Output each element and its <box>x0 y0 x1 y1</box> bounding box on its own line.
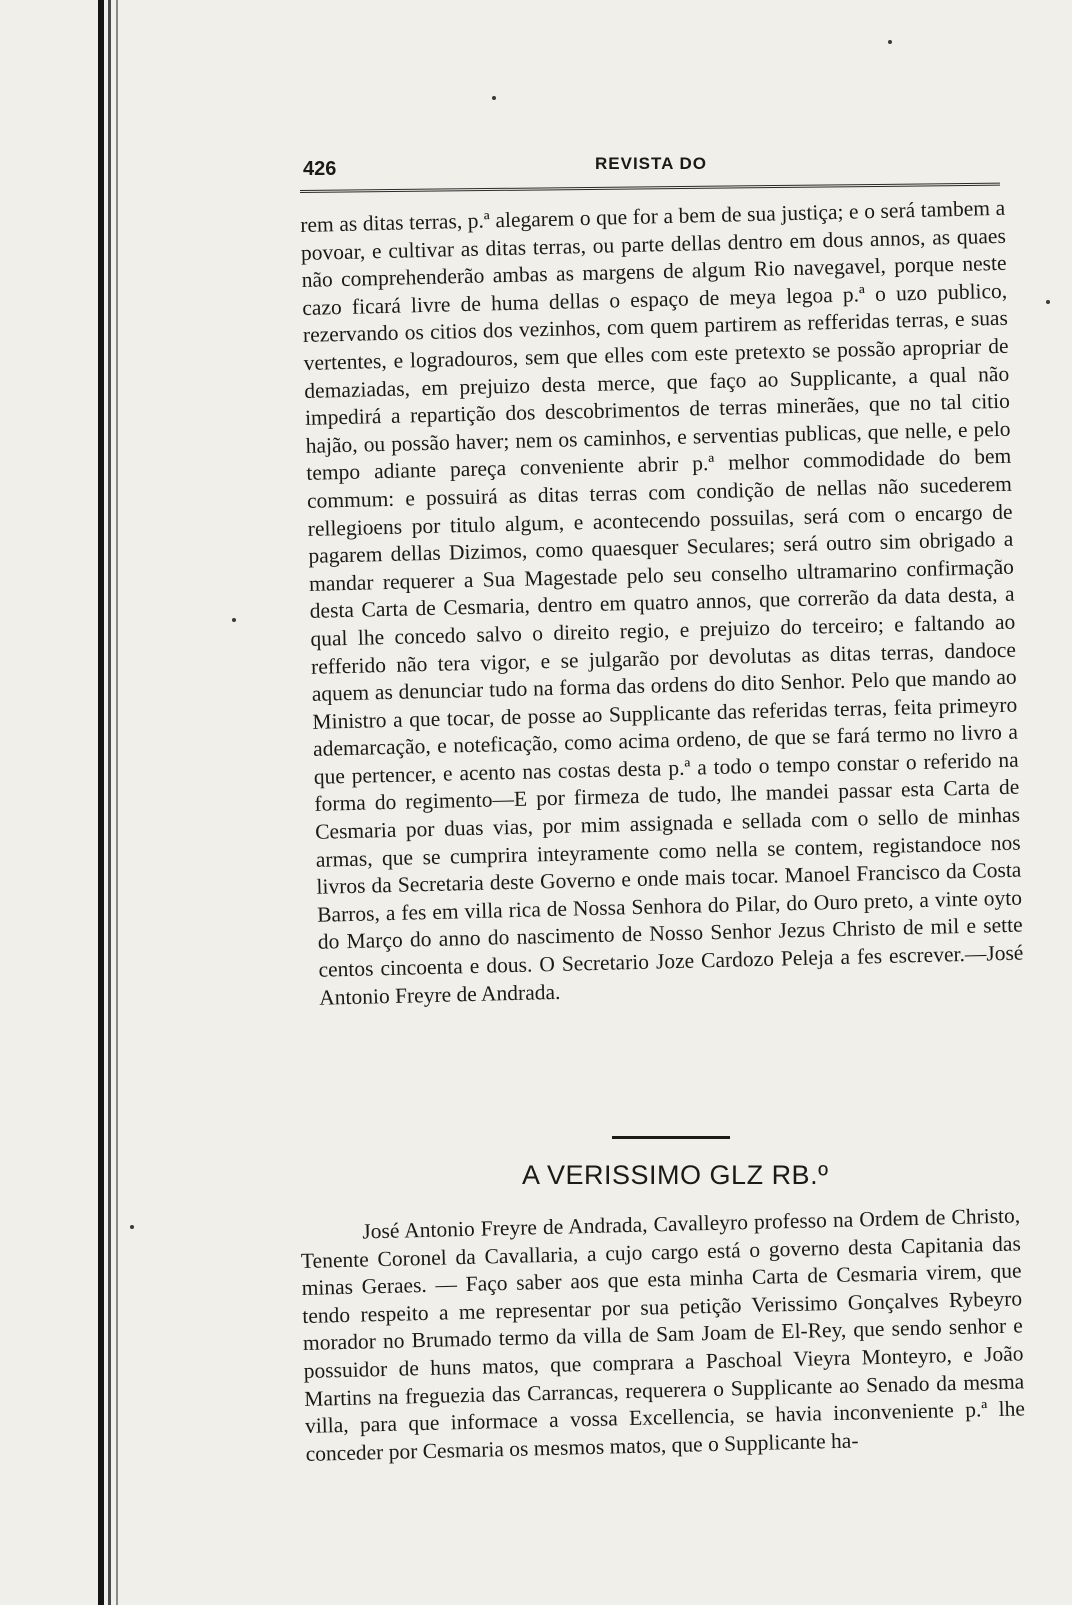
print-speck <box>232 618 236 622</box>
book-gutter <box>0 0 130 1605</box>
page-number: 426 <box>303 158 337 180</box>
gutter-shadow-line <box>108 0 111 1605</box>
print-speck <box>1046 300 1050 304</box>
section-separator <box>612 1136 730 1139</box>
print-speck <box>888 40 892 44</box>
section-text <box>300 1202 1026 1468</box>
running-head <box>300 150 1020 190</box>
body-text <box>300 195 1024 1012</box>
body-paragraph: rem as ditas terras, p.ª alegarem o que for a bem de sua justiça; e o será tambem a povoar, e cultivar as ditas terras, ou parte dellas dentro em dous annos, as quaes não comprehenderão ambas as margens de algum Rio navegavel, porque neste cazo ficará livre de huma dellas o espaço de meya legoa p.ª o uzo publico, rezervando os citios dos vezinhos, com quem partirem as refferidas terras, e suas vertentes, e logradouros, sem que elles com este pretexto se possão apropriar de demaziadas, em prejuizo desta merce, que faço ao Supplicante, a qual não impedirá a repartição dos descobrimentos de terras minerães, que no tal citio hajão, ou possão haver; nem os caminhos, e serventias publicas, que nelle, e pelo tempo adiante pareça conveniente abrir p.ª melhor commodidade do bem commum: e possuirá as ditas terras com condição de nellas não sucederem rellegioens por titulo algum, e acontecendo possuilas, será com o encargo de pagarem dellas Dizimos, como quaesquer Seculares; será outro sim obrigado a mandar requerer a Sua Magestade pelo seu conselho ultramarino confirmação desta Carta de Cesmaria, dentro em quatro annos, que correrão da data desta, a qual lhe concedo salvo o direito regio, e prejuizo do terceiro; e faltando ao refferido não tera vigor, e se julgarão por devolutas as ditas terras, dandoce aquem as denunciar tudo na forma das ordens do dito Senhor. Pelo que mando ao Ministro a que tocar, de posse ao Supplicante das referidas terras, feita primeyro ademarcação, e noteficação, como acima ordeno, de que se fará termo no livro a que pertencer, e acento nas costas desta p.ª a todo o tempo constar o referido na forma do regimento—E por firmeza de tudo, lhe mandei passar esta Carta de Cesmaria por duas vias, por mim assignada e sellada com o sello de minhas armas, que se cumprira inteyramente como nella se contem, registandoce nos livros da Secretaria deste Governo e onde mais tocar. Manoel Francisco da Costa Barros, a fes em villa rica de Nossa Senhora do Pilar, do Ouro preto, a vinte oyto do Março do anno do nascimento de Nosso Senhor Jezus Christo de mil e sette centos cincoenta e dous. O Secretario Joze Cardozo Peleja a fes escrever.—José Antonio Freyre de Andrada. <box>300 195 1024 1010</box>
header-rule <box>300 183 1000 193</box>
print-speck <box>492 96 496 100</box>
gutter-shadow-line <box>116 0 118 1605</box>
journal-title: REVISTA DO <box>595 154 708 173</box>
print-speck <box>130 1225 134 1229</box>
book-page <box>300 150 1026 1466</box>
gutter-shadow-line <box>98 0 104 1605</box>
section-heading: A VERISSIMO GLZ RB.º <box>522 1160 829 1190</box>
section-paragraph: José Antonio Freyre de Andrada, Cavalleyro professo na Ordem de Christo, Tenente Coronel da Cavallaria, a cujo cargo está o governo desta Capitania das minas Geraes. — Faço saber aos que esta minha Carta de Cesmaria virem, que tendo respeito a me representar por sua petição Verissimo Gonçalves Rybeyro morador no Brumado termo da villa de Sam Joam de El-Rey, que sendo senhor e possuidor de huns matos, que comprara a Paschoal Vieyra Monteyro, e João Martins na freguezia das Carrancas, requerera o Supplicante ao Senado da mesma villa, para que informace a vossa Excellencia, se havia inconveniente p.ª lhe conceder por Cesmaria os mesmos matos, que o Supplicante ha- <box>300 1203 1026 1466</box>
